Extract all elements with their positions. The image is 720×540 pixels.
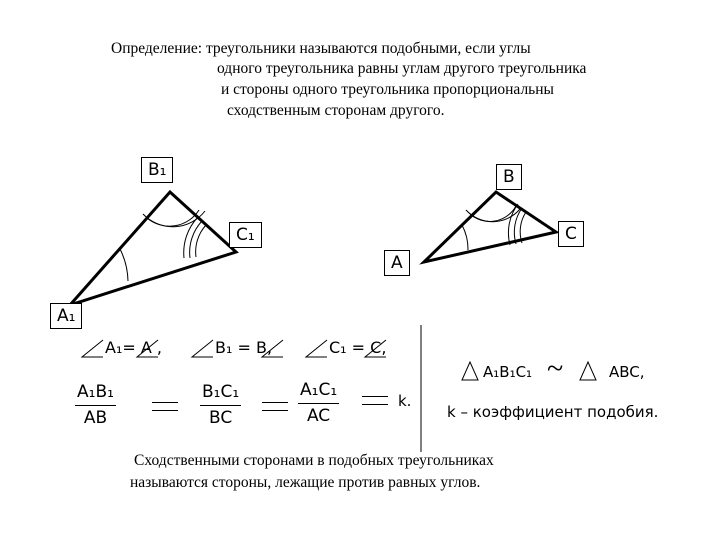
ratio-2 [200,382,241,428]
angle-equality-b: B₁ = B, [215,338,273,357]
ratio-1 [75,382,116,428]
vertex-label-a: A [384,250,410,276]
ratio-3-numerator: A₁C₁ [300,380,338,400]
triangle-abc [424,192,556,262]
vertex-label-b: B [496,164,522,190]
definition-line-2: одного треугольника равны углам другого треугольника [217,60,587,77]
equals-sign-3 [362,396,388,405]
angle-arc-a [462,225,468,250]
vertex-label-b1: B₁ [141,157,173,183]
similarity-symbol: ~ [547,352,564,385]
definition-line-3: и стороны одного треугольника пропорциональны [221,81,554,98]
angle-symbol-1 [82,340,103,357]
ratio-3 [298,380,339,426]
angle-symbol-3 [192,340,213,357]
angle-equality-c: C₁ = C, [329,338,387,357]
angle-arc-b-1 [470,206,516,221]
definition-line-4: сходственным сторонам другого. [227,102,445,119]
vertex-label-c1: C₁ [229,222,262,248]
conclusion-line-1: Сходственными сторонами в подобных треугольниках [134,452,494,469]
angle-symbol-5 [306,340,327,357]
equals-sign-1 [152,402,178,411]
equals-sign-2 [262,402,288,411]
triangle-symbol-1 [462,362,478,380]
vertex-label-a1: A₁ [50,303,82,329]
conclusion-line-2: называются стороны, лежащие против равных углов. [130,474,481,491]
triangle-a1b1c1 [70,192,236,305]
triangle-symbol-2 [580,362,596,380]
similarity-right: ABC, [609,363,645,381]
k-note: k – коэффициент подобия. [447,403,659,421]
definition-line-1: Определение: треугольники называются подобными, если углы [111,40,531,57]
ratio-1-numerator: A₁B₁ [77,382,114,402]
similarity-left: A₁B₁C₁ [483,363,533,381]
angle-arc-c1-1 [196,225,206,257]
ratio-value: k. [398,392,412,410]
ratio-2-numerator: B₁C₁ [202,382,240,402]
ratio-2-denominator: BC [200,405,241,428]
angle-equality-a: A₁= A , [105,338,162,357]
angle-arc-a1 [120,249,128,281]
vertex-label-c: C [558,221,584,247]
ratio-3-denominator: AC [298,403,339,426]
ratio-1-denominator: AB [75,405,116,428]
